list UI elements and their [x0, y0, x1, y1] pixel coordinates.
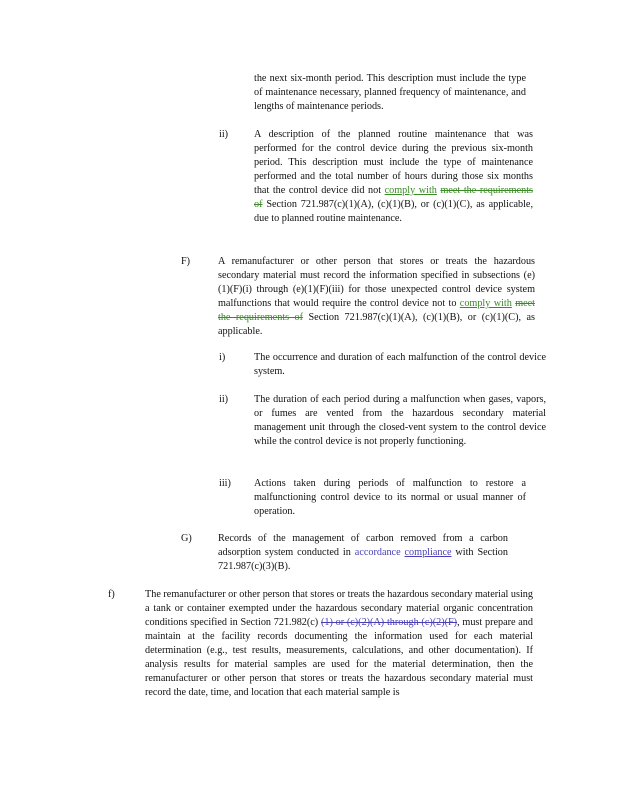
continuation-paragraph: the next six-month period. This description must include the type of maintenance necessary, planned frequency of maintenance, and lengths of maintenance periods.	[254, 73, 526, 112]
item-f-paragraph	[145, 588, 533, 700]
item-F-text-before: A remanufacturer or other person that stores or treats the hazardous secondary material must record the information specified in subsections (e)(1)(F)(i) through (e)(1)(F)(iii) for those unexpected control device system malfunctions that would require the control device not to	[218, 256, 535, 309]
item-f-label: f)	[108, 589, 115, 600]
item-G-label: G)	[181, 533, 192, 544]
item-f-deleted-text: (1) or (c)(2)(A) through (c)(2)(F)	[320, 617, 458, 628]
item-F-paragraph	[218, 255, 535, 339]
item-ii-text-after: Section 721.987(c)(1)(A), (c)(1)(B), or (c)(1)(C), as applicable, due to planned routine maintenance.	[254, 199, 533, 224]
item-F-ii-paragraph: The duration of each period during a malfunction when gases, vapors, or fumes are vented from the hazardous secondary material management unit through the closed-vent system to the control device while the control device is not properly functioning.	[254, 394, 546, 447]
item-ii-deleted-text: meet the requirements of	[254, 185, 534, 210]
item-ii-inserted-text: comply with	[384, 185, 437, 196]
item-G-text-after: with Section 721.987(c)(3)(B).	[218, 547, 508, 572]
item-G-inserted-underlined: compliance	[404, 547, 452, 558]
item-ii-label: ii)	[219, 129, 229, 140]
item-F-text-after: Section 721.987(c)(1)(A), (c)(1)(B), or (c)(1)(C), as applicable.	[218, 312, 535, 337]
item-F-i-label: i)	[219, 352, 226, 363]
item-G-inserted-plain: accordance	[354, 547, 401, 558]
item-F-deleted-text: meet the requirements of	[218, 298, 535, 323]
item-ii-paragraph	[254, 128, 533, 226]
item-G-text-before: Records of the management of carbon removed from a carbon adsorption system conducted in	[218, 533, 508, 558]
item-f-text-after: , must prepare and maintain at the facility records documenting the information used for each material determination (e.g., test results, measurements, calculations, and other documentation). If analysis results for material samples are used for the material determination, then the remanufacturer or other person that stores or treats the hazardous secondary material must record the date, time, and location that each material sample is	[145, 617, 533, 698]
item-F-i-paragraph: The occurrence and duration of each malfunction of the control device system.	[254, 352, 546, 377]
item-ii-text-before: A description of the planned routine maintenance that was performed for the control device during the previous six-month period. This description must include the type of maintenance performed and the total number of hours during those six months that the control device did not	[254, 129, 533, 196]
item-F-iii-label: iii)	[219, 478, 231, 489]
item-F-iii-paragraph: Actions taken during periods of malfunction to restore a malfunctioning control device to its normal or usual manner of operation.	[254, 478, 526, 517]
item-f-text-before: The remanufacturer or other person that stores or treats the hazardous secondary material using a tank or container exempted under the hazardous secondary material organic concentration conditions specified in Section 721.982(c)	[145, 589, 533, 628]
item-G-paragraph	[218, 532, 508, 574]
item-F-label: F)	[181, 256, 191, 267]
item-F-inserted-text: comply with	[459, 298, 512, 309]
item-F-ii-label: ii)	[219, 394, 229, 405]
